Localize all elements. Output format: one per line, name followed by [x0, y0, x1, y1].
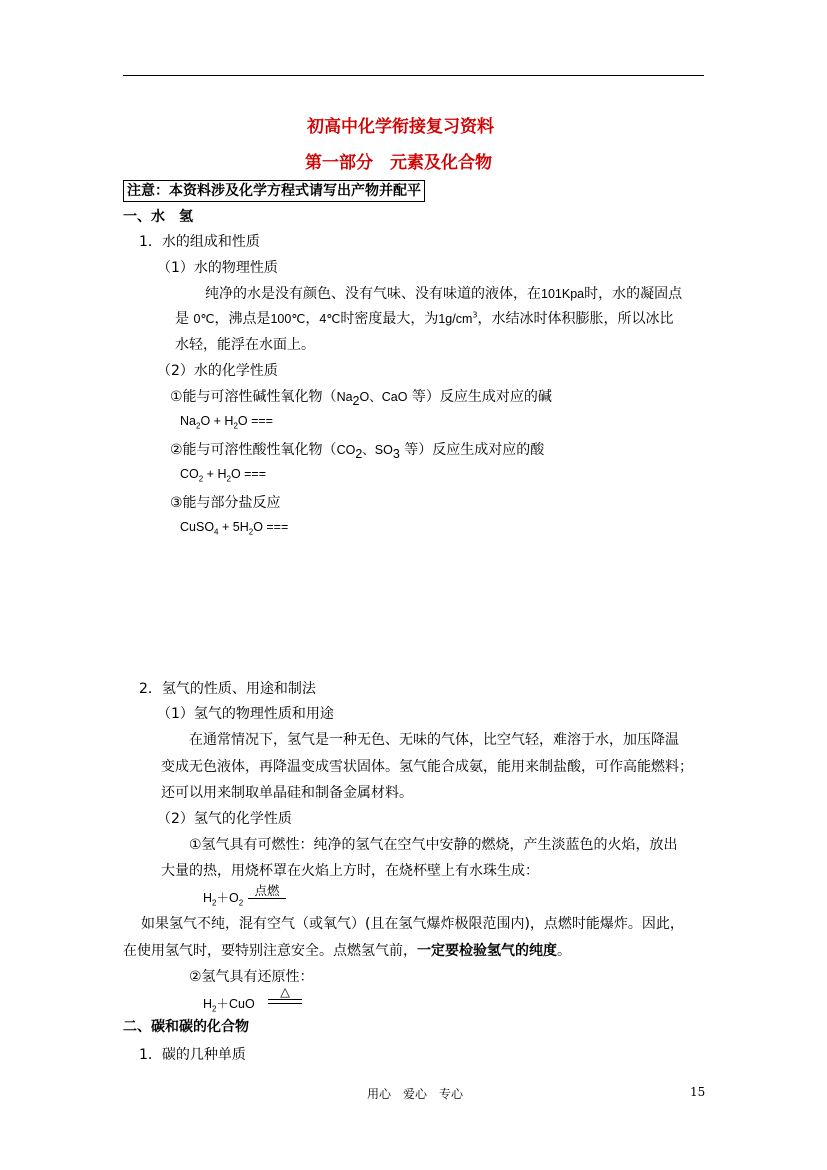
- header-rule: [123, 75, 704, 76]
- section-heading-carbon: 二、碳和碳的化合物: [123, 1019, 249, 1035]
- list-item: ①能与可溶性碱性氧化物（$Na_2O$、CaO 等）反应生成对应的碱: [170, 389, 552, 408]
- equation: $H_2+CuO$: [203, 997, 255, 1014]
- paragraph-line: 在通常情况下，氢气是一种无色、无味的气体，比空气轻，难溶于水，加压降温: [189, 732, 679, 748]
- notice-box: 注意：本资料涉及化学方程式请写出产物并配平: [123, 180, 425, 202]
- equation: CuSO$_4$ + $5H_2O$ ===: [180, 520, 289, 537]
- equation: $CO_2 + H_2O$ ===: [180, 467, 267, 484]
- reaction-condition-ignite: 点燃: [248, 884, 286, 899]
- page-title: 初高中化学衔接复习资料: [307, 117, 494, 137]
- subsubsection-water-chemical: （2）水的化学性质: [157, 363, 278, 379]
- paragraph-line: 变成无色液体，再降温变成雪状固体。氢气能合成氨，能用来制盐酸，可作高能燃料；: [161, 759, 693, 775]
- paragraph-line: 水轻，能浮在水面上。: [175, 337, 315, 353]
- list-item: ②能与可溶性酸性氧化物（$CO_2$、$SO_3$ 等）反应生成对应的酸: [170, 442, 545, 461]
- subsubsection-hydrogen-physical: （1）氢气的物理性质和用途: [157, 706, 334, 722]
- subsection-hydrogen: 2．氢气的性质、用途和制法: [139, 681, 316, 697]
- page-number: 15: [690, 1085, 706, 1099]
- subsubsection-water-physical: （1）水的物理性质: [157, 260, 278, 276]
- reaction-condition-heat: △: [268, 985, 302, 1004]
- equation: $H_2+O_2$: [203, 891, 244, 908]
- paragraph-line: ①氢气具有可燃性：纯净的氢气在空气中安静的燃烧，产生淡蓝色的火焰，放出: [189, 837, 678, 853]
- list-item: ③能与部分盐反应: [170, 495, 281, 511]
- paragraph-line: 还可以用来制取单晶硅和制备金属材料。: [161, 785, 413, 801]
- paragraph-line: 如果氢气不纯，混有空气（或氧气）(且在氢气爆炸极限范围内)，点燃时能爆炸。因此，: [141, 916, 684, 932]
- subsection-carbon: 1．碳的几种单质: [139, 1047, 246, 1063]
- subsubsection-hydrogen-chemical: （2）氢气的化学性质: [157, 811, 292, 827]
- paragraph-line: 大量的热，用烧杯罩在火焰上方时，在烧杯壁上有水珠生成：: [161, 863, 539, 879]
- subsection-water: 1．水的组成和性质: [139, 234, 260, 250]
- paragraph-line: 是 0℃，沸点是100℃，4℃时密度最大，为$1g/cm^3$，水结冰时体积膨胀，所以冰比: [175, 310, 674, 327]
- paragraph-line: 在使用氢气时，要特别注意安全。点燃氢气前，一定要检验氢气的纯度。: [123, 943, 571, 959]
- equation: $Na_2O + H_2O$ ===: [180, 414, 273, 431]
- section-heading-water-hydrogen: 一、水 氢: [123, 209, 193, 225]
- paragraph-line: 纯净的水是没有颜色、没有气味、没有味道的液体，在101Kpa时，水的凝固点: [205, 286, 683, 302]
- page-subtitle: 第一部分 元素及化合物: [305, 153, 492, 173]
- footer-motto: 用心 爱心 专心: [367, 1087, 464, 1101]
- list-item: ②氢气具有还原性：: [189, 969, 314, 985]
